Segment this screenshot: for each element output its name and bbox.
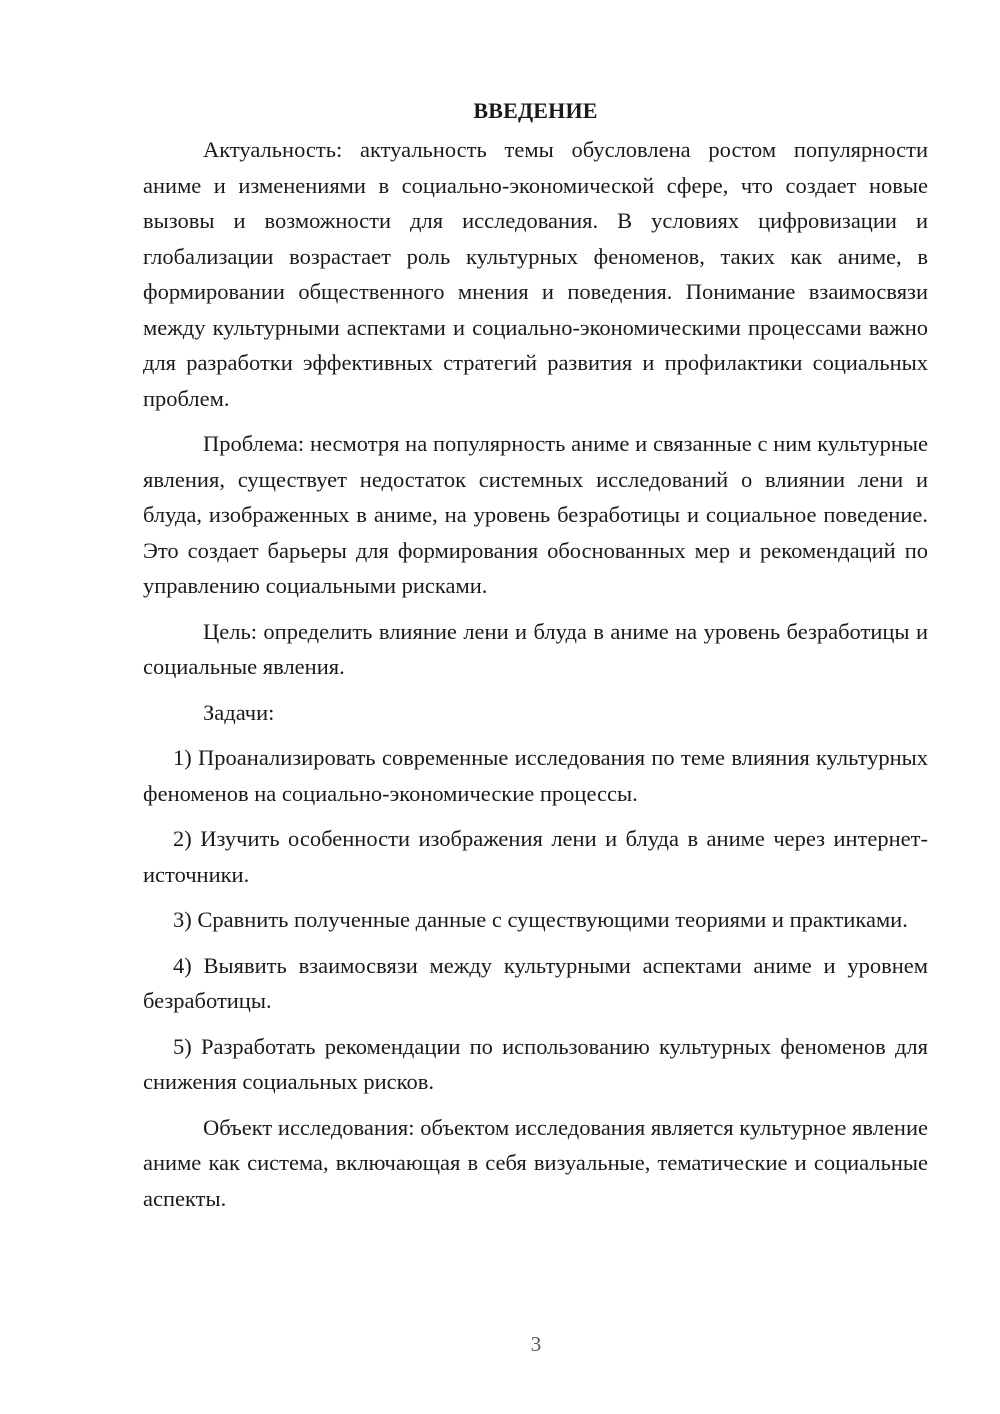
- task-item-2: 2) Изучить особенности изображения лени и блуда в аниме через интернет-источники.: [143, 826, 928, 887]
- section-heading: ВВЕДЕНИЕ: [473, 98, 598, 123]
- task-item-4: 4) Выявить взаимосвязи между культурными аспектами аниме и уровнем безработицы.: [143, 952, 928, 1013]
- goal-paragraph: Цель: определить влияние лени и блуда в аниме на уровень безработицы и социальные явления.: [143, 618, 928, 679]
- task-item-3: 3) Сравнить полученные данные с существующими теориями и практиками.: [173, 907, 908, 932]
- task-item-1: 1) Проанализировать современные исследования по теме влияния культурных феноменов на социально-экономические процессы.: [143, 745, 928, 806]
- problem-paragraph: Проблема: несмотря на популярность аниме и связанные с ним культурные явления, существует недостаток системных исследований о влиянии лени и блуда, изображенных в аниме, на уровень безработицы и социальное поведение. Это создает барьеры для формирования обоснованных мер и рекомендаций по управлению социальными рисками.: [143, 431, 928, 598]
- tasks-label: Задачи:: [203, 699, 275, 725]
- relevance-paragraph: Актуальность: актуальность темы обусловлена ростом популярности аниме и изменениями в социально-экономической сфере, что создает новые вызовы и возможности для исследования. В условиях цифровизации и глобализации возрастает роль культурных феноменов, таких как аниме, в формировании общественного мнения и поведения. Понимание взаимосвязи между культурными аспектами и социально-экономическими процессами важно для разработки эффективных стратегий развития и профилактики социальных проблем.: [143, 137, 928, 411]
- task-item-5: 5) Разработать рекомендации по использованию культурных феноменов для снижения социальных рисков.: [143, 1033, 928, 1094]
- page-number: 3: [530, 1332, 542, 1356]
- object-paragraph: Объект исследования: объектом исследования является культурное явление аниме как система, включающая в себя визуальные, тематические и социальные аспекты.: [143, 1114, 928, 1211]
- document-page: [143, 96, 928, 1216]
